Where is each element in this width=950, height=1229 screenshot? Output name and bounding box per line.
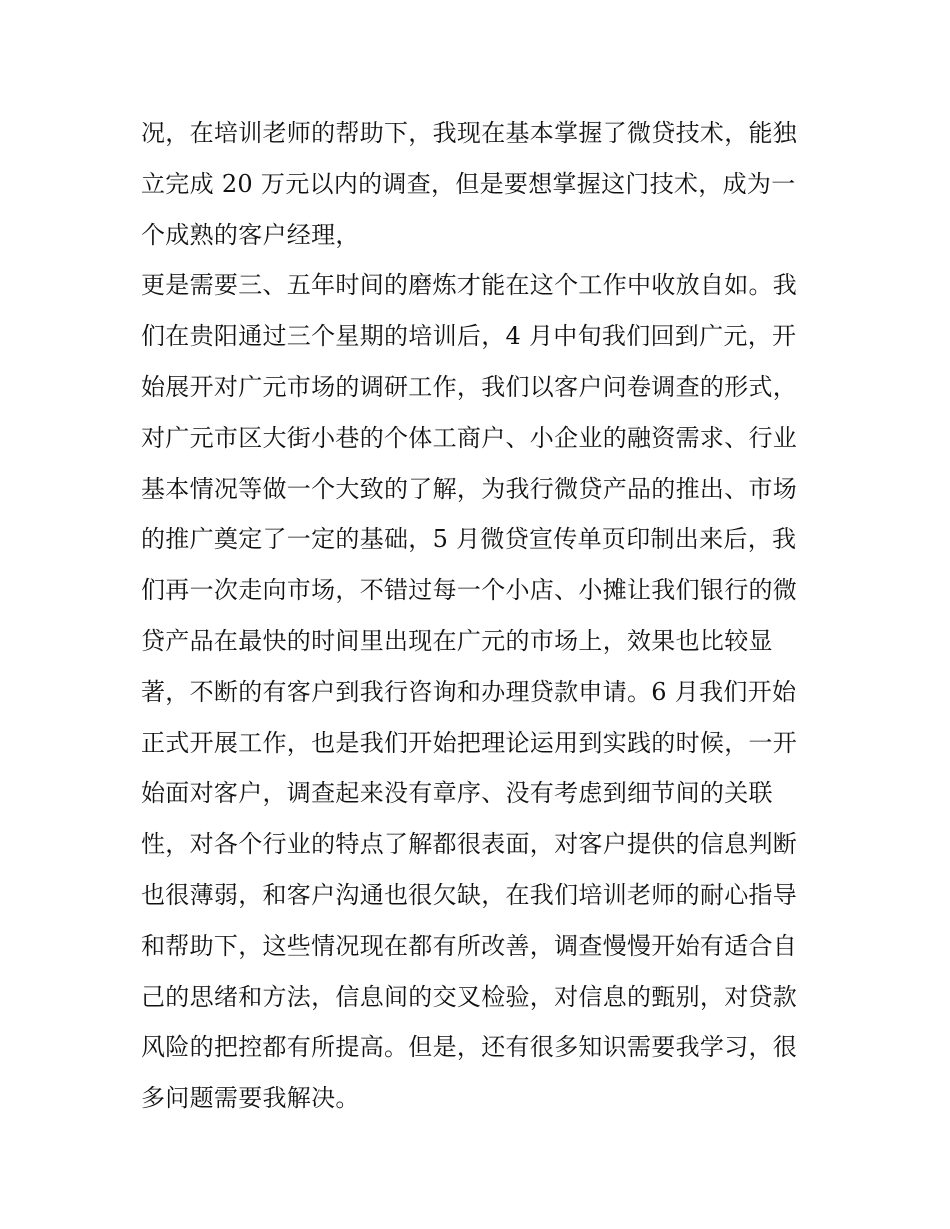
text-line: 况，在培训老师的帮助下，我现在基本掌握了微贷技术，能独 <box>141 119 798 147</box>
text-line: 立完成 20 万元以内的调查，但是要想掌握这门技术，成为一 <box>141 169 796 198</box>
text-line: 个成熟的客户经理， <box>141 220 360 249</box>
text-line: 和帮助下，这些情况现在都有所改善，调查慢慢开始有适合自 <box>141 931 798 960</box>
text-line: 始面对客户，调查起来没有章序、没有考虑到细节间的关联 <box>141 779 773 808</box>
text-line: 们在贵阳通过三个星期的培训后，4 月中旬我们回到广元，开 <box>141 322 797 351</box>
text-line: 多问题需要我解决。 <box>141 1084 360 1113</box>
body-text <box>141 108 821 1124</box>
text-line: 己的思绪和方法，信息间的交叉检验，对信息的甄别，对贷款 <box>141 982 798 1011</box>
text-line: 的推广奠定了一定的基础，5 月微贷宣传单页印制出来后，我 <box>141 525 797 554</box>
text-line: 基本情况等做一个大致的了解，为我行微贷产品的推出、市场 <box>141 474 798 503</box>
text-line: 性，对各个行业的特点了解都很表面，对客户提供的信息判断 <box>141 830 798 859</box>
text-line: 正式开展工作，也是我们开始把理论运用到实践的时候，一开 <box>141 728 798 757</box>
text-line: 对广元市区大街小巷的个体工商户、小企业的融资需求、行业 <box>141 423 798 452</box>
text-line: 风险的把控都有所提高。但是，还有很多知识需要我学习，很 <box>141 1033 798 1062</box>
text-line: 也很薄弱，和客户沟通也很欠缺，在我们培训老师的耐心指导 <box>141 880 798 909</box>
text-line: 贷产品在最快的时间里出现在广元的市场上，效果也比较显 <box>141 626 773 655</box>
text-line: 著，不断的有客户到我行咨询和办理贷款申请。6 月我们开始 <box>141 677 797 706</box>
text-line: 始展开对广元市场的调研工作，我们以客户问卷调查的形式， <box>141 372 798 401</box>
text-line: 们再一次走向市场，不错过每一个小店、小摊让我们银行的微 <box>141 576 798 605</box>
text-line: 更是需要三、五年时间的磨炼才能在这个工作中收放自如。我 <box>141 271 798 300</box>
